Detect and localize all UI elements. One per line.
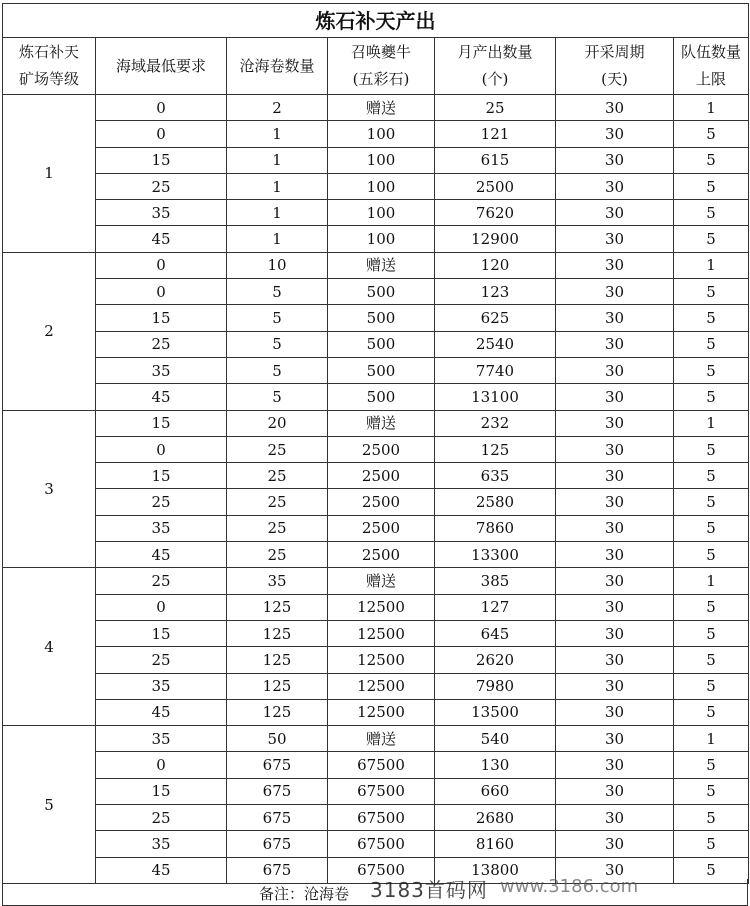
table-cell: 30 xyxy=(556,594,674,620)
table-cell: 30 xyxy=(556,252,674,278)
table-cell: 5 xyxy=(674,542,749,568)
table-cell: 2500 xyxy=(328,542,435,568)
table-cell: 5 xyxy=(227,305,328,331)
table-row xyxy=(3,305,749,331)
table-cell: 30 xyxy=(556,778,674,804)
table-cell: 12500 xyxy=(328,594,435,620)
table-cell: 7860 xyxy=(435,515,556,541)
table-cell: 5 xyxy=(227,331,328,357)
table-cell: 25 xyxy=(96,568,227,594)
table-row xyxy=(3,410,749,436)
table-row xyxy=(3,252,749,278)
table-cell: 0 xyxy=(96,594,227,620)
table-cell: 赠送 xyxy=(328,410,435,436)
table-cell: 30 xyxy=(556,620,674,646)
table-cell: 130 xyxy=(435,752,556,778)
table-cell: 625 xyxy=(435,305,556,331)
table-cell: 121 xyxy=(435,121,556,147)
column-header-line: 上限 xyxy=(696,70,727,88)
table-cell: 2 xyxy=(227,95,328,121)
table-cell: 675 xyxy=(227,857,328,883)
table-cell: 385 xyxy=(435,568,556,594)
table-cell: 30 xyxy=(556,831,674,857)
table-cell: 125 xyxy=(227,647,328,673)
table-cell: 30 xyxy=(556,857,674,883)
column-header-line: (五彩石) xyxy=(352,70,410,88)
table-cell: 15 xyxy=(96,147,227,173)
table-cell: 5 xyxy=(674,463,749,489)
table-cell: 25 xyxy=(96,173,227,199)
table-row xyxy=(3,173,749,199)
table-cell: 500 xyxy=(328,384,435,410)
table-cell: 25 xyxy=(227,463,328,489)
column-header xyxy=(96,38,227,95)
table-cell: 500 xyxy=(328,305,435,331)
table-row xyxy=(3,594,749,620)
header-row xyxy=(3,38,749,95)
table-cell: 2500 xyxy=(435,173,556,199)
table-cell: 35 xyxy=(96,515,227,541)
table-cell: 0 xyxy=(96,279,227,305)
table-cell: 25 xyxy=(227,489,328,515)
table-cell: 10 xyxy=(227,252,328,278)
table-cell: 15 xyxy=(96,620,227,646)
table-cell: 1 xyxy=(227,121,328,147)
table-cell: 赠送 xyxy=(328,726,435,752)
table-cell: 13800 xyxy=(435,857,556,883)
table-cell: 1 xyxy=(227,200,328,226)
table-cell: 13500 xyxy=(435,699,556,725)
table-cell: 67500 xyxy=(328,831,435,857)
table-cell: 675 xyxy=(227,805,328,831)
table-cell: 25 xyxy=(96,331,227,357)
table-cell: 30 xyxy=(556,279,674,305)
table-cell: 30 xyxy=(556,226,674,252)
table-cell: 赠送 xyxy=(328,95,435,121)
table-cell: 5 xyxy=(674,121,749,147)
table-cell: 125 xyxy=(227,620,328,646)
table-cell: 5 xyxy=(227,384,328,410)
table-row xyxy=(3,620,749,646)
table-cell: 25 xyxy=(227,542,328,568)
table-cell: 30 xyxy=(556,805,674,831)
table-row xyxy=(3,226,749,252)
table-cell: 0 xyxy=(96,121,227,147)
table-cell: 100 xyxy=(328,226,435,252)
table-cell: 2540 xyxy=(435,331,556,357)
table-cell: 120 xyxy=(435,252,556,278)
table-cell: 5 xyxy=(674,200,749,226)
table-cell: 67500 xyxy=(328,778,435,804)
table-cell: 5 xyxy=(227,357,328,383)
table-cell: 1 xyxy=(227,147,328,173)
table-cell: 5 xyxy=(674,173,749,199)
table-cell: 15 xyxy=(96,778,227,804)
table-cell: 5 xyxy=(674,752,749,778)
table-cell: 100 xyxy=(328,173,435,199)
table-cell: 30 xyxy=(556,200,674,226)
column-header-line: 炼石补天 xyxy=(18,43,79,61)
table-cell: 5 xyxy=(674,147,749,173)
table-row xyxy=(3,647,749,673)
table-cell: 5 xyxy=(674,778,749,804)
table-cell: 45 xyxy=(96,226,227,252)
column-header-line: 月产出数量 xyxy=(457,43,533,61)
table-cell: 45 xyxy=(96,384,227,410)
table-cell: 30 xyxy=(556,173,674,199)
table-cell: 30 xyxy=(556,410,674,436)
table-cell: 100 xyxy=(328,147,435,173)
table-cell: 12500 xyxy=(328,647,435,673)
table-cell: 赠送 xyxy=(328,252,435,278)
table-cell: 赠送 xyxy=(328,568,435,594)
table-cell: 232 xyxy=(435,410,556,436)
table-title: 炼石补天产出 xyxy=(3,4,749,38)
table-cell: 12500 xyxy=(328,620,435,646)
table-cell: 1 xyxy=(674,568,749,594)
table-cell: 5 xyxy=(674,699,749,725)
table-cell: 25 xyxy=(96,647,227,673)
table-cell: 1 xyxy=(227,173,328,199)
table-cell: 35 xyxy=(96,673,227,699)
table-cell: 5 xyxy=(674,647,749,673)
table-row xyxy=(3,831,749,857)
table-row xyxy=(3,147,749,173)
table-cell: 30 xyxy=(556,489,674,515)
table-cell: 615 xyxy=(435,147,556,173)
table-cell: 5 xyxy=(674,673,749,699)
table-cell: 675 xyxy=(227,778,328,804)
table-row xyxy=(3,384,749,410)
table-cell: 125 xyxy=(227,699,328,725)
table-cell: 1 xyxy=(674,252,749,278)
table-cell: 8160 xyxy=(435,831,556,857)
table-cell: 30 xyxy=(556,673,674,699)
column-header xyxy=(674,38,749,95)
table-row xyxy=(3,515,749,541)
watermark: 3183首码网 xyxy=(370,878,488,902)
table-cell: 30 xyxy=(556,752,674,778)
table-cell: 5 xyxy=(674,279,749,305)
table-cell: 30 xyxy=(556,568,674,594)
level-cell: 5 xyxy=(3,726,96,884)
table-body xyxy=(3,95,749,884)
column-header-line: (个) xyxy=(481,70,509,88)
table-cell: 125 xyxy=(435,436,556,462)
table-cell: 30 xyxy=(556,726,674,752)
table-cell: 5 xyxy=(674,515,749,541)
table-cell: 2500 xyxy=(328,463,435,489)
table-cell: 1 xyxy=(674,410,749,436)
table-cell: 125 xyxy=(227,594,328,620)
table-cell: 25 xyxy=(227,515,328,541)
table-row xyxy=(3,778,749,804)
table-cell: 30 xyxy=(556,515,674,541)
table-cell: 30 xyxy=(556,331,674,357)
table-cell: 5 xyxy=(674,831,749,857)
table-cell: 0 xyxy=(96,252,227,278)
table-row xyxy=(3,279,749,305)
table-cell: 1 xyxy=(227,226,328,252)
table-cell: 5 xyxy=(674,226,749,252)
table-row xyxy=(3,331,749,357)
table-cell: 35 xyxy=(227,568,328,594)
table-cell: 13100 xyxy=(435,384,556,410)
table-cell: 5 xyxy=(674,357,749,383)
table-cell: 675 xyxy=(227,831,328,857)
table-row xyxy=(3,463,749,489)
table-cell: 2500 xyxy=(328,436,435,462)
table-cell: 5 xyxy=(674,857,749,883)
table-cell: 5 xyxy=(674,489,749,515)
table-cell: 25 xyxy=(227,436,328,462)
column-header-line: 开采周期 xyxy=(584,43,645,61)
table-cell: 30 xyxy=(556,305,674,331)
column-header-line: 沧海卷数量 xyxy=(239,56,315,75)
column-header xyxy=(435,38,556,95)
table-row xyxy=(3,568,749,594)
table-cell: 35 xyxy=(96,726,227,752)
table-cell: 30 xyxy=(556,121,674,147)
table-cell: 50 xyxy=(227,726,328,752)
table-cell: 2500 xyxy=(328,515,435,541)
table-cell: 35 xyxy=(96,357,227,383)
table-cell: 7740 xyxy=(435,357,556,383)
table-cell: 5 xyxy=(674,805,749,831)
column-header-line: 召唤夔牛 xyxy=(350,43,411,61)
column-header xyxy=(328,38,435,95)
table-cell: 15 xyxy=(96,410,227,436)
table-cell: 20 xyxy=(227,410,328,436)
table-row xyxy=(3,95,749,121)
table-cell: 127 xyxy=(435,594,556,620)
table-cell: 30 xyxy=(556,699,674,725)
level-cell: 3 xyxy=(3,410,96,568)
table-cell: 2680 xyxy=(435,805,556,831)
table-cell: 7980 xyxy=(435,673,556,699)
table-cell: 67500 xyxy=(328,857,435,883)
table-cell: 15 xyxy=(96,305,227,331)
level-cell: 1 xyxy=(3,95,96,253)
table-cell: 123 xyxy=(435,279,556,305)
table-cell: 675 xyxy=(227,752,328,778)
table-row xyxy=(3,542,749,568)
table-row xyxy=(3,489,749,515)
table-cell: 12500 xyxy=(328,699,435,725)
table-cell: 25 xyxy=(96,805,227,831)
table-cell: 540 xyxy=(435,726,556,752)
table-cell: 645 xyxy=(435,620,556,646)
table-cell: 25 xyxy=(96,489,227,515)
column-header xyxy=(227,38,328,95)
table-cell: 30 xyxy=(556,436,674,462)
table-cell: 15 xyxy=(96,463,227,489)
table-cell: 45 xyxy=(96,699,227,725)
table-cell: 30 xyxy=(556,357,674,383)
table-cell: 125 xyxy=(227,673,328,699)
table-cell: 5 xyxy=(674,305,749,331)
table-cell: 13300 xyxy=(435,542,556,568)
table-cell: 30 xyxy=(556,384,674,410)
table-cell: 660 xyxy=(435,778,556,804)
column-header-line: (天) xyxy=(601,70,628,88)
table-cell: 12900 xyxy=(435,226,556,252)
column-header-line: 海域最低要求 xyxy=(115,56,206,75)
table-cell: 500 xyxy=(328,357,435,383)
level-cell: 2 xyxy=(3,252,96,410)
footer-text: 备注：沧海卷 xyxy=(259,885,350,903)
table-cell: 0 xyxy=(96,436,227,462)
table-row xyxy=(3,121,749,147)
table-row xyxy=(3,726,749,752)
table-row xyxy=(3,752,749,778)
table-cell: 2620 xyxy=(435,647,556,673)
table-cell: 1 xyxy=(674,95,749,121)
table-row xyxy=(3,699,749,725)
table-cell: 5 xyxy=(674,620,749,646)
table-row xyxy=(3,200,749,226)
level-cell: 4 xyxy=(3,568,96,726)
production-table xyxy=(2,3,749,884)
table-cell: 5 xyxy=(674,594,749,620)
table-cell: 30 xyxy=(556,463,674,489)
table-cell: 5 xyxy=(227,279,328,305)
column-header xyxy=(3,38,96,95)
table-cell: 100 xyxy=(328,121,435,147)
table-cell: 25 xyxy=(435,95,556,121)
table-cell: 45 xyxy=(96,542,227,568)
table-cell: 30 xyxy=(556,95,674,121)
table-cell: 7620 xyxy=(435,200,556,226)
table-cell: 5 xyxy=(674,331,749,357)
table-cell: 0 xyxy=(96,752,227,778)
table-cell: 0 xyxy=(96,95,227,121)
table-cell: 2500 xyxy=(328,489,435,515)
table-cell: 67500 xyxy=(328,805,435,831)
table-cell: 635 xyxy=(435,463,556,489)
table-cell: 45 xyxy=(96,857,227,883)
table-cell: 35 xyxy=(96,200,227,226)
column-header xyxy=(556,38,674,95)
table-cell: 12500 xyxy=(328,673,435,699)
table-cell: 35 xyxy=(96,831,227,857)
table-row xyxy=(3,357,749,383)
table-cell: 30 xyxy=(556,647,674,673)
table-cell: 5 xyxy=(674,384,749,410)
table-cell: 67500 xyxy=(328,752,435,778)
table-cell: 30 xyxy=(556,542,674,568)
table-row xyxy=(3,436,749,462)
watermark-url: www.3186.com xyxy=(500,876,639,897)
table-cell: 5 xyxy=(674,436,749,462)
column-header-line: 队伍数量 xyxy=(681,43,742,61)
table-cell: 2580 xyxy=(435,489,556,515)
table-cell: 1 xyxy=(674,726,749,752)
table-row xyxy=(3,673,749,699)
table-cell: 500 xyxy=(328,331,435,357)
table-row xyxy=(3,805,749,831)
table-cell: 500 xyxy=(328,279,435,305)
table-cell: 30 xyxy=(556,147,674,173)
column-header-line: 矿场等级 xyxy=(18,70,79,88)
table-cell: 100 xyxy=(328,200,435,226)
